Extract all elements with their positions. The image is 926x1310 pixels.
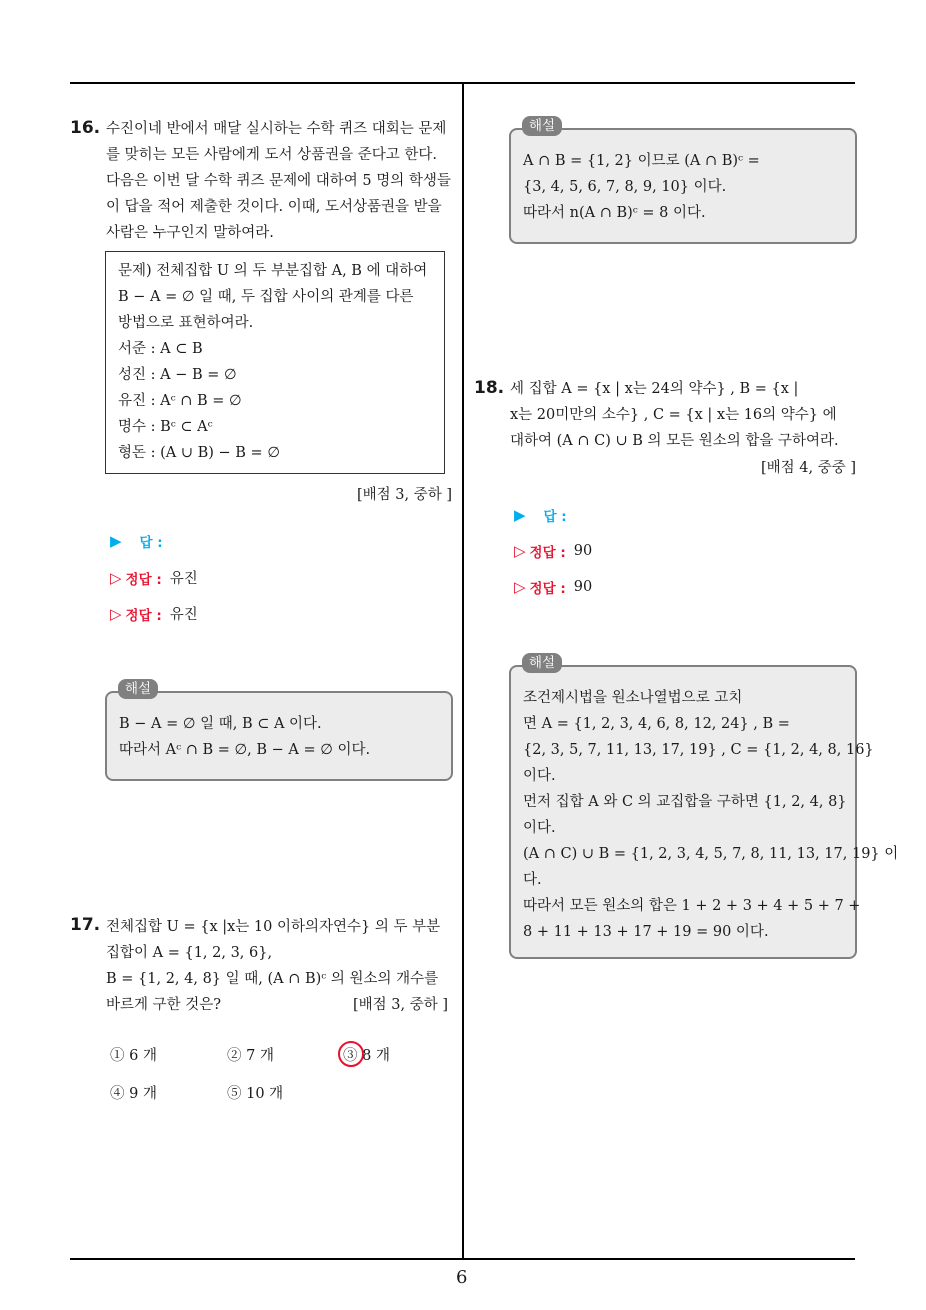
- q17-question-tail: 바르게 구한 것은?: [106, 997, 222, 1013]
- q16-explanation-box: [105, 691, 453, 781]
- bottom-rule: [70, 1258, 855, 1260]
- q18-explanation-line: 8 + 11 + 13 + 17 + 19 = 90 이다.: [523, 924, 769, 940]
- q16-correct-value: 유진: [169, 571, 198, 587]
- q18-correct-value: 90: [573, 579, 593, 595]
- q17-explain-tag: 해설: [522, 116, 562, 136]
- q16-box-line: 유진 : Aᶜ ∩ B = ∅: [118, 393, 242, 409]
- correct-triangle-icon: ▷: [110, 568, 122, 587]
- q16-question-line: 다음은 이번 달 수학 퀴즈 문제에 대하여 5 명의 학생들: [106, 173, 451, 189]
- q18-explanation-line: 따라서 모든 원소의 합은 1 + 2 + 3 + 4 + 5 + 7 +: [523, 898, 861, 914]
- q18-explanation-line: 조건제시법을 원소나열법으로 고치: [523, 690, 743, 706]
- q16-answer-label: 답 :: [139, 535, 163, 551]
- q17-question-line: B = {1, 2, 4, 8} 일 때, (A ∩ B)ᶜ 의 원소의 개수를: [106, 971, 439, 987]
- q18-explain-tag: 해설: [522, 653, 562, 673]
- q18-correct-label: 정답 :: [529, 581, 566, 597]
- correct-triangle-icon: ▷: [514, 578, 526, 596]
- q16-question-line: 이 답을 적어 제출한 것이다. 이때, 도서상품권을 받을: [106, 199, 442, 215]
- q18-explanation-line: 이다.: [523, 768, 556, 784]
- q16-box-line: 형돈 : (A ∪ B) − B = ∅: [118, 445, 280, 461]
- answer-arrow-icon: ▶: [514, 506, 526, 524]
- q17-choice-2[interactable]: ② 7 개: [227, 1048, 274, 1064]
- q17-explanation-box: [509, 128, 857, 244]
- q16-box-line: 명수 : Bᶜ ⊂ Aᶜ: [118, 419, 213, 435]
- q18-number: 18.: [474, 378, 505, 398]
- q17-number: 17.: [70, 915, 101, 935]
- q16-correct-value: 유진: [169, 607, 198, 623]
- q18-score: [배점 4, 중중 ]: [760, 460, 856, 476]
- q16-question-line: 사람은 누구인지 말하여라.: [106, 225, 274, 241]
- q16-correct-label: 정답 :: [125, 571, 162, 588]
- q16-question-line: 수진이네 반에서 매달 실시하는 수학 퀴즈 대회는 문제: [106, 121, 447, 137]
- q16-correct-row-2: [110, 603, 198, 624]
- q18-explanation-line: {2, 3, 5, 7, 11, 13, 17, 19} , C = {1, 2, 4, 8, 16}: [523, 742, 874, 758]
- q17-explanation-line: {3, 4, 5, 6, 7, 8, 9, 10} 이다.: [523, 179, 727, 195]
- q17-explanation-line: A ∩ B = {1, 2} 이므로 (A ∩ B)ᶜ =: [523, 153, 760, 169]
- q16-answer-row: [110, 531, 163, 551]
- q16-correct-label: 정답 :: [125, 607, 162, 624]
- q18-correct-row-2: [514, 577, 592, 597]
- q16-question-line: 를 맞히는 모든 사람에게 도서 상품권을 준다고 한다.: [106, 147, 438, 163]
- q16-problem-box: [105, 251, 445, 474]
- q18-explanation-line: 먼저 집합 A 와 C 의 교집합을 구하면 {1, 2, 4, 8}: [523, 794, 847, 810]
- q18-explanation-line: (A ∩ C) ∪ B = {1, 2, 3, 4, 5, 7, 8, 11, 13, 17, 19} 이: [523, 846, 899, 862]
- q18-answer-row: [514, 505, 567, 525]
- q16-correct-row-1: [110, 567, 198, 588]
- selected-answer-circle-mark: [338, 1041, 364, 1067]
- q16-number: 16.: [70, 118, 101, 138]
- q16-box-line: 문제) 전체집합 U 의 두 부분집합 A, B 에 대하여: [118, 263, 428, 279]
- q17-choice-3[interactable]: ③ 8 개: [343, 1048, 390, 1064]
- q18-correct-label: 정답 :: [529, 545, 566, 561]
- q18-question: [510, 376, 860, 454]
- q16-box-line: 서준 : A ⊂ B: [118, 341, 203, 357]
- column-divider: [462, 82, 464, 1260]
- q18-explanation-line: 이다.: [523, 820, 556, 836]
- q18-answer-label: 답 :: [543, 509, 567, 525]
- q16-question: [106, 116, 456, 246]
- q18-question-line: 세 집합 A = {x | x는 24의 약수} , B = {x |: [510, 381, 799, 397]
- q17-question-line-last: [106, 992, 448, 1018]
- q18-question-line: x는 20미만의 소수} , C = {x | x는 16의 약수} 에: [510, 407, 837, 423]
- correct-triangle-icon: ▷: [110, 604, 122, 623]
- q17-question-line: 집합이 A = {1, 2, 3, 6},: [106, 945, 273, 961]
- q18-explanation-box: [509, 665, 899, 959]
- q16-box-line: B − A = ∅ 일 때, 두 집합 사이의 관계를 다른: [118, 289, 414, 305]
- q18-correct-row-1: [514, 541, 592, 561]
- q17-question: [106, 914, 456, 1018]
- q18-explanation-line: 다.: [523, 872, 542, 888]
- page-number: 6: [456, 1267, 468, 1288]
- correct-triangle-icon: ▷: [514, 542, 526, 560]
- q17-choice-1[interactable]: ① 6 개: [110, 1048, 157, 1064]
- q16-explanation-line: B − A = ∅ 일 때, B ⊂ A 이다.: [119, 716, 322, 732]
- q18-question-line: 대하여 (A ∩ C) ∪ B 의 모든 원소의 합을 구하여라.: [510, 433, 839, 449]
- q16-score: [배점 3, 중하 ]: [356, 487, 452, 503]
- q17-score: [배점 3, 중하 ]: [352, 997, 448, 1013]
- q16-explanation-line: 따라서 Aᶜ ∩ B = ∅, B − A = ∅ 이다.: [119, 742, 371, 758]
- q18-explanation-line: 면 A = {1, 2, 3, 4, 6, 8, 12, 24} , B =: [523, 716, 790, 732]
- q18-correct-value: 90: [573, 543, 593, 559]
- q17-choice-5[interactable]: ⑤ 10 개: [227, 1086, 284, 1102]
- answer-arrow-icon: ▶: [110, 532, 122, 550]
- q17-question-line: 전체집합 U = {x |x는 10 이하의자연수} 의 두 부분: [106, 919, 441, 935]
- q16-box-line: 방법으로 표현하여라.: [118, 315, 254, 331]
- q16-explain-tag: 해설: [118, 679, 158, 699]
- q17-explanation-line: 따라서 n(A ∩ B)ᶜ = 8 이다.: [523, 205, 706, 221]
- q16-box-line: 성진 : A − B = ∅: [118, 367, 237, 383]
- q17-choice-4[interactable]: ④ 9 개: [110, 1086, 157, 1102]
